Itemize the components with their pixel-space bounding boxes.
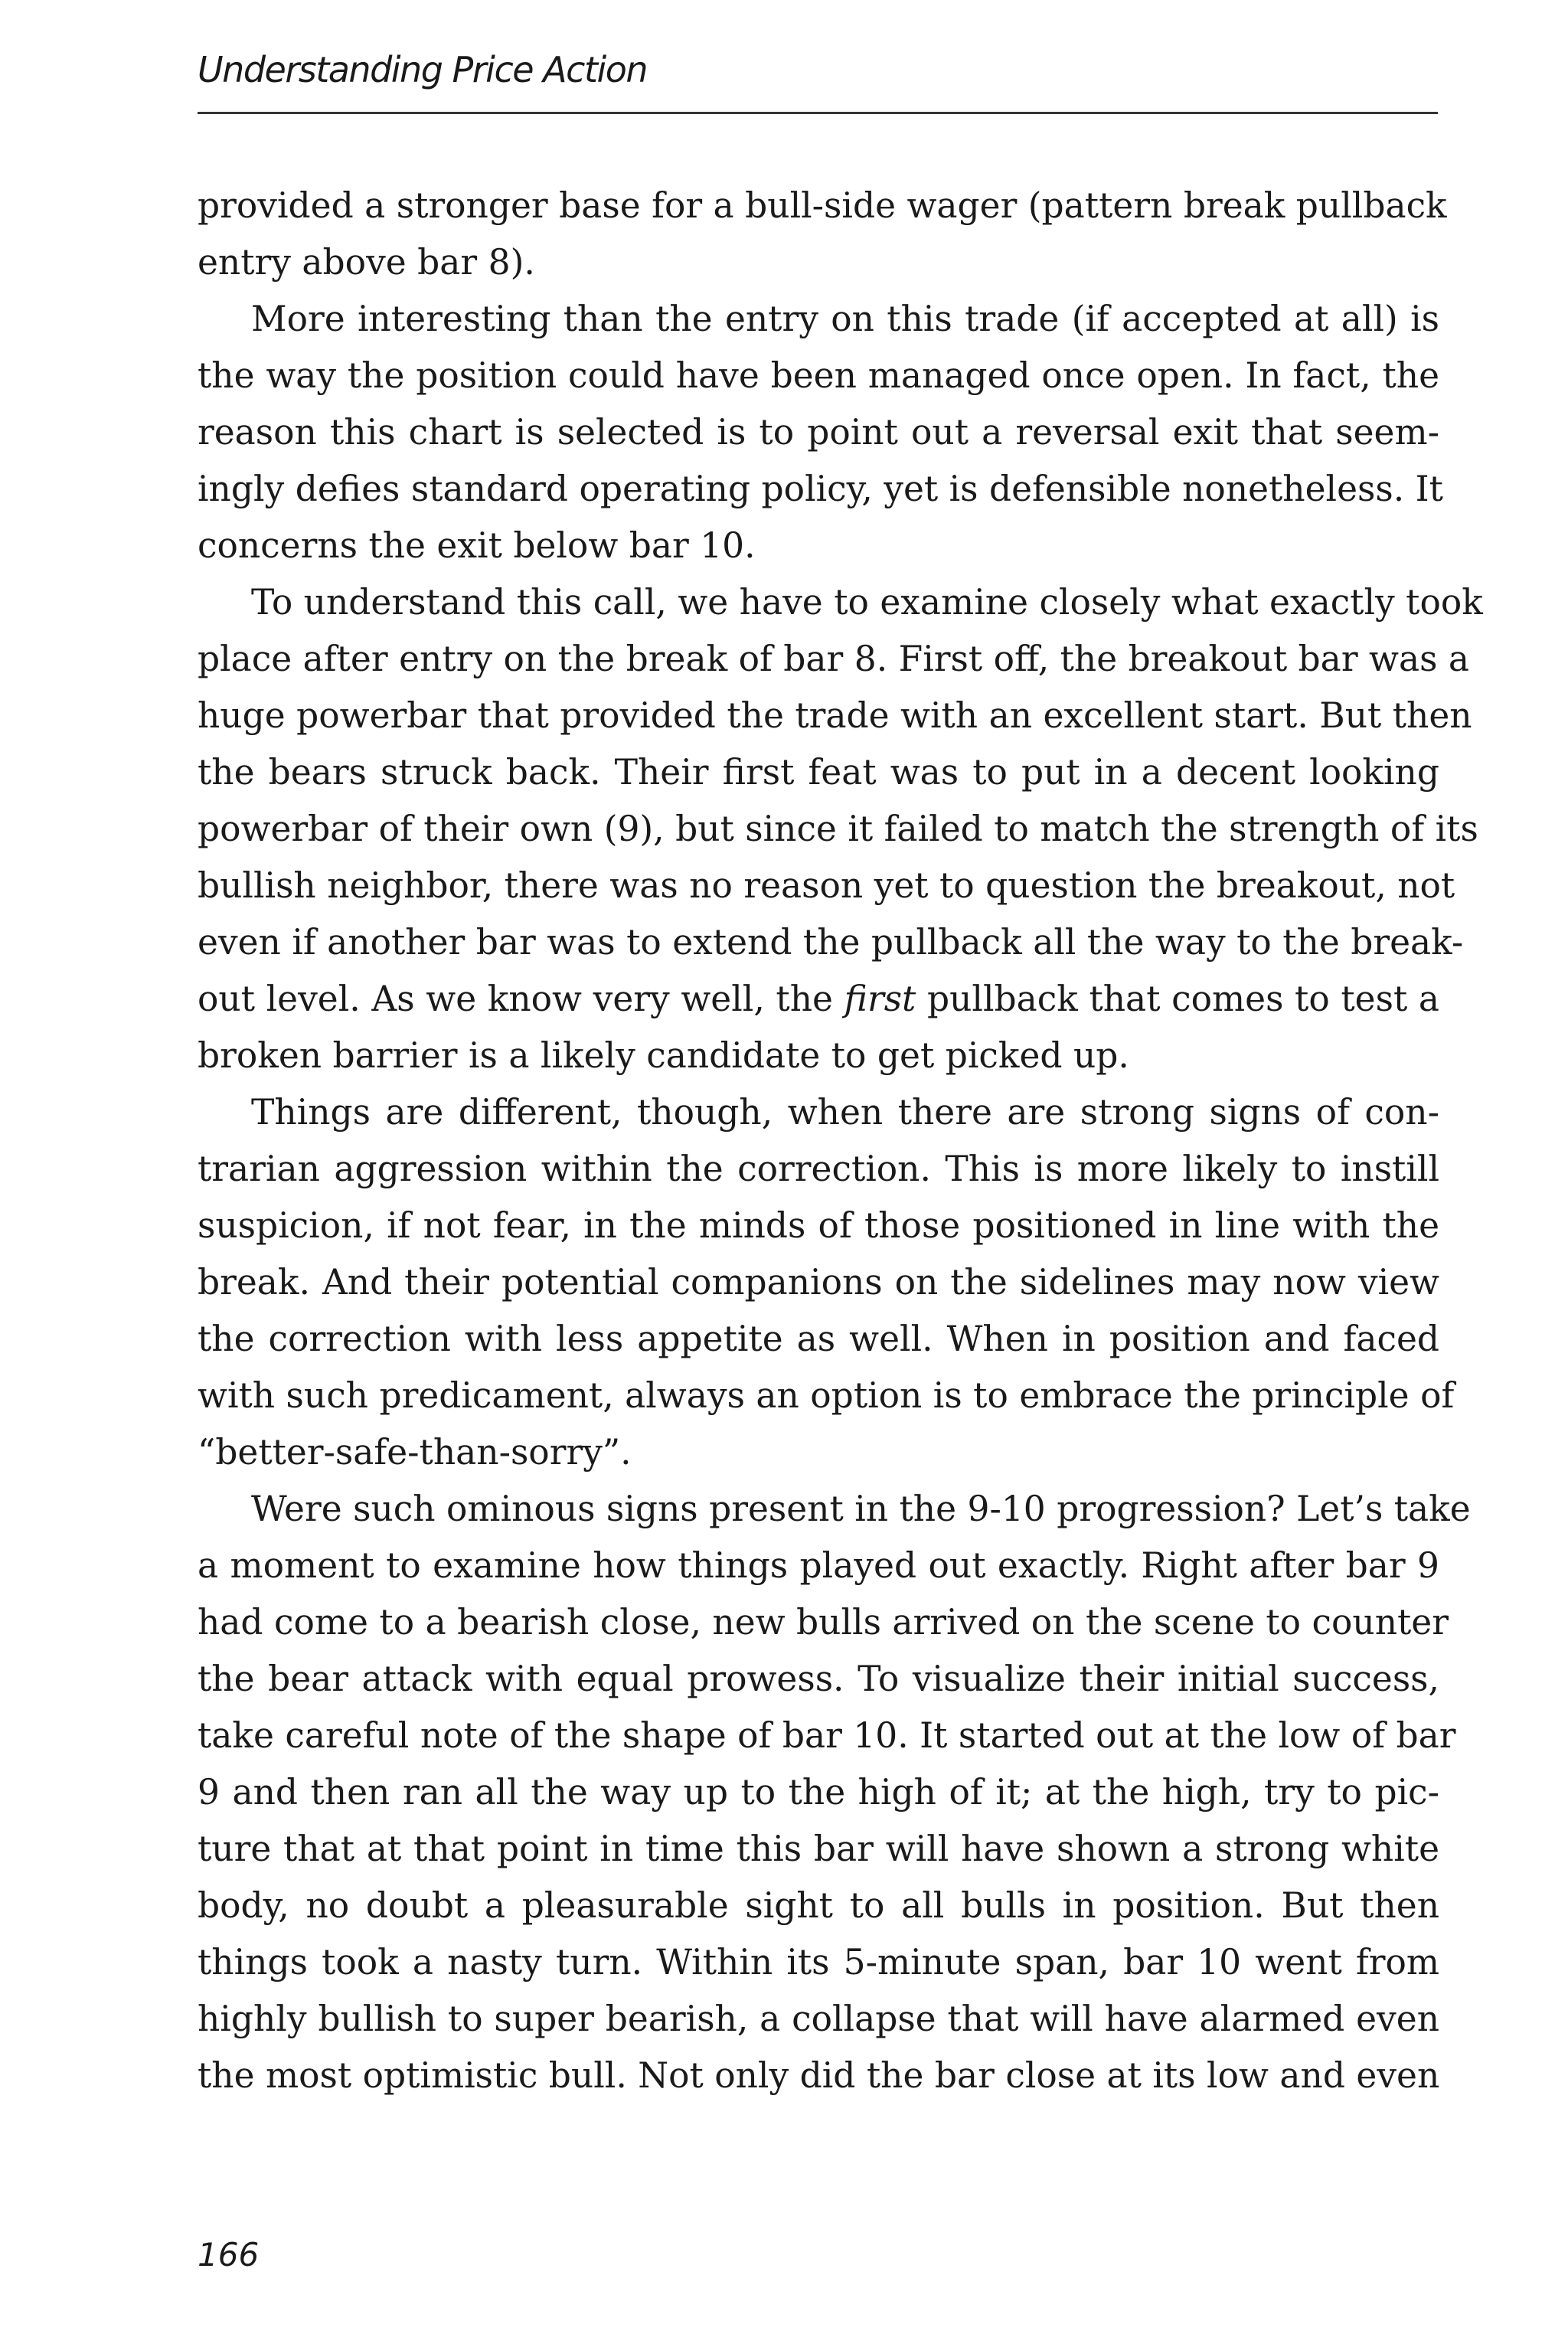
text-line: bullish neighbor, there was no reason yet to question the breakout, not [198, 865, 1455, 906]
text-line: even if another bar was to extend the pullback all the way to the break- [198, 922, 1464, 963]
text-line: “better-safe-than-sorry”. [198, 1432, 632, 1473]
text-line: To understand this call, we have to examine closely what exactly took [251, 582, 1483, 623]
text-line: a moment to examine how things played out exactly. Right after bar 9 [198, 1545, 1439, 1586]
text-line: Things are different, though, when there are strong signs of con- [251, 1092, 1439, 1133]
text-line: out level. As we know very well, the first pullback that comes to test a [198, 979, 1439, 1019]
text-line: things took a nasty turn. Within its 5-minute span, bar 10 went from [198, 1942, 1439, 1983]
text-line: take careful note of the shape of bar 10. It started out at the low of bar [198, 1715, 1456, 1756]
text-line: body, no doubt a pleasurable sight to all bulls in position. But then [198, 1885, 1439, 1926]
text-line: huge powerbar that provided the trade with an excellent start. But then [198, 695, 1472, 736]
text-line: with such predicament, always an option is to embrace the principle of [198, 1375, 1455, 1416]
emphasized-word: first [844, 979, 916, 1019]
running-head: Understanding Price Action [198, 49, 648, 90]
text-line: place after entry on the break of bar 8. First off, the breakout bar was a [198, 639, 1470, 679]
text-line: break. And their potential companions on the sidelines may now view [198, 1262, 1439, 1303]
text-line: the bear attack with equal prowess. To visualize their initial success, [198, 1659, 1439, 1699]
page-number: 166 [198, 2236, 260, 2273]
header-rule [198, 112, 1438, 114]
text-line: the most optimistic bull. Not only did the bar close at its low and even [198, 2055, 1440, 2096]
text-line: powerbar of their own (9), but since it failed to match the strength of its [198, 809, 1478, 849]
text-line: concerns the exit below bar 10. [198, 525, 756, 566]
text-line: had come to a bearish close, new bulls arrived on the scene to counter [198, 1602, 1449, 1643]
text-line: More interesting than the entry on this trade (if accepted at all) is [251, 299, 1439, 339]
text-line: ture that at that point in time this bar will have shown a strong white [198, 1829, 1439, 1869]
text-line: suspicion, if not fear, in the minds of those positioned in line with the [198, 1205, 1439, 1246]
text-line: entry above bar 8). [198, 242, 535, 283]
text-line: Were such ominous signs present in the 9-10 progression? Let’s take [251, 1489, 1471, 1529]
text-line: reason this chart is selected is to point out a reversal exit that seem- [198, 412, 1439, 453]
text-line: ingly defies standard operating policy, yet is defensible nonetheless. It [198, 469, 1443, 509]
text-line: the way the position could have been managed once open. In fact, the [198, 355, 1439, 396]
text-line: broken barrier is a likely candidate to get picked up. [198, 1035, 1129, 1076]
text-line: the correction with less appetite as well. When in position and faced [198, 1319, 1439, 1359]
text-line: trarian aggression within the correction. This is more likely to instill [198, 1149, 1439, 1189]
text-line: 9 and then ran all the way up to the high of it; at the high, try to pic- [198, 1772, 1439, 1813]
text-line: the bears struck back. Their first feat was to put in a decent looking [198, 752, 1439, 793]
text-line: highly bullish to super bearish, a collapse that will have alarmed even [198, 1999, 1439, 2039]
text-line: provided a stronger base for a bull-side wager (pattern break pullback [198, 185, 1447, 226]
body-text [198, 178, 1483, 2104]
